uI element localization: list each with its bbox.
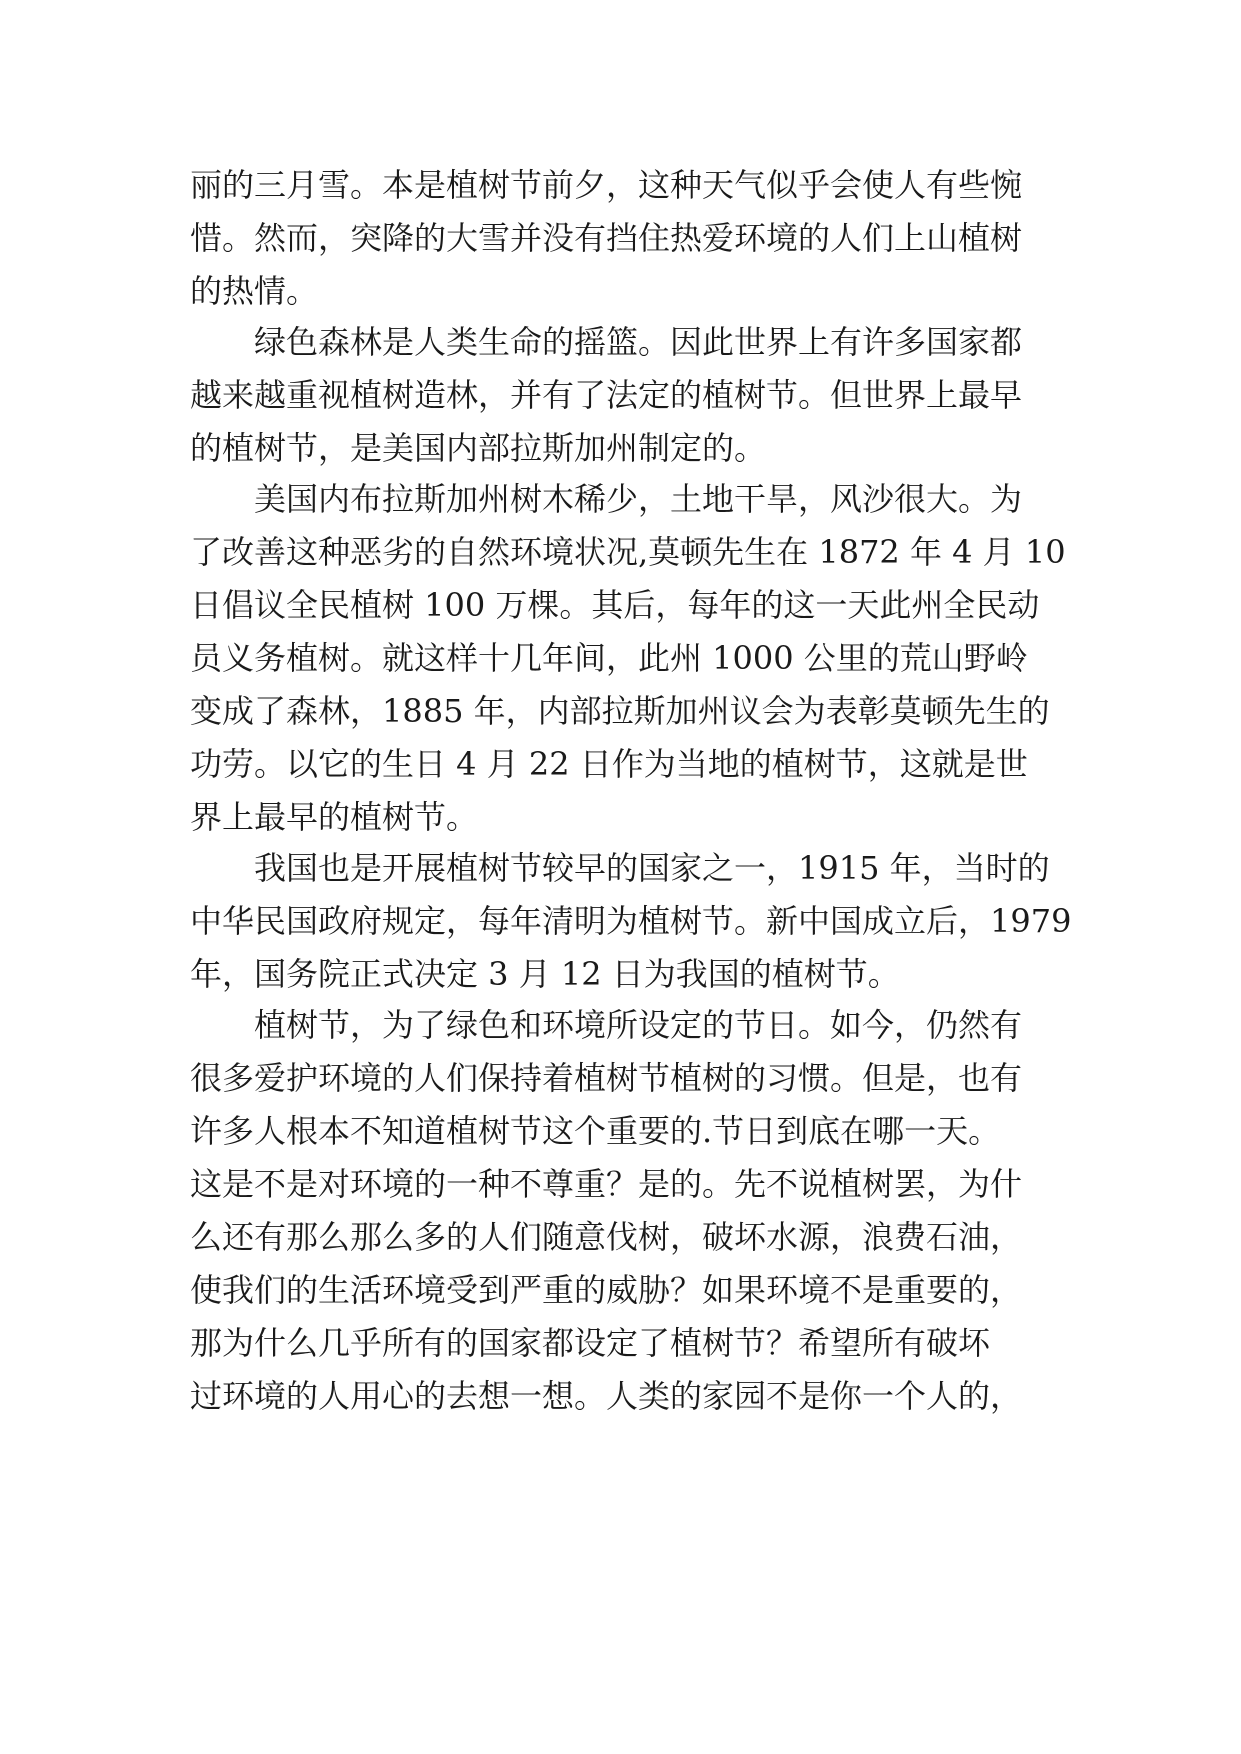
- text-line: 丽的三月雪。本是植树节前夕，这种天气似乎会使人有些惋: [190, 166, 1023, 204]
- text-line: 这是不是对环境的一种不尊重？是的。先不说植树罢，为什: [190, 1165, 1023, 1203]
- text-line: 变成了森林，1885 年，内部拉斯加州议会为表彰莫顿先生的: [190, 692, 1050, 730]
- text-line: 员义务植树。就这样十几年间，此州 1000 公里的荒山野岭: [190, 639, 1028, 677]
- text-line: 惜。然而，突降的大雪并没有挡住热爱环境的人们上山植树: [190, 219, 1023, 257]
- text-line: 么还有那么那么多的人们随意伐树，破坏水源，浪费石油，: [190, 1218, 1023, 1256]
- text-line: 日倡议全民植树 100 万棵。其后，每年的这一天此州全民动: [190, 586, 1040, 624]
- text-line: 许多人根本不知道植树节这个重要的.节日到底在哪一天。: [190, 1112, 1001, 1150]
- text-line: 的植树节，是美国内部拉斯加州制定的。: [190, 429, 767, 467]
- text-line: 界上最早的植树节。: [190, 798, 479, 836]
- text-line: 功劳。以它的生日 4 月 22 日作为当地的植树节，这就是世: [190, 745, 1028, 783]
- paragraph-first-line: 我国也是开展植树节较早的国家之一，1915 年，当时的: [254, 849, 1050, 887]
- paragraph-first-line: 植树节，为了绿色和环境所设定的节日。如今，仍然有: [254, 1006, 1023, 1044]
- text-line: 过环境的人用心的去想一想。人类的家园不是你一个人的，: [190, 1377, 1023, 1415]
- text-line: 那为什么几乎所有的国家都设定了植树节？希望所有破坏: [190, 1324, 991, 1362]
- text-line: 使我们的生活环境受到严重的威胁？如果环境不是重要的，: [190, 1271, 1023, 1309]
- text-line: 的热情。: [190, 272, 319, 310]
- text-line: 中华民国政府规定，每年清明为植树节。新中国成立后，1979: [190, 902, 1072, 940]
- text-line: 很多爱护环境的人们保持着植树节植树的习惯。但是，也有: [190, 1059, 1023, 1097]
- text-line: 了改善这种恶劣的自然环境状况,莫顿先生在 1872 年 4 月 10: [190, 533, 1066, 571]
- text-line: 年，国务院正式决定 3 月 12 日为我国的植树节。: [190, 955, 900, 993]
- paragraph-first-line: 绿色森林是人类生命的摇篮。因此世界上有许多国家都: [254, 323, 1023, 361]
- text-line: 越来越重视植树造林，并有了法定的植树节。但世界上最早: [190, 376, 1023, 414]
- paragraph-first-line: 美国内布拉斯加州树木稀少，土地干旱，风沙很大。为: [254, 480, 1023, 518]
